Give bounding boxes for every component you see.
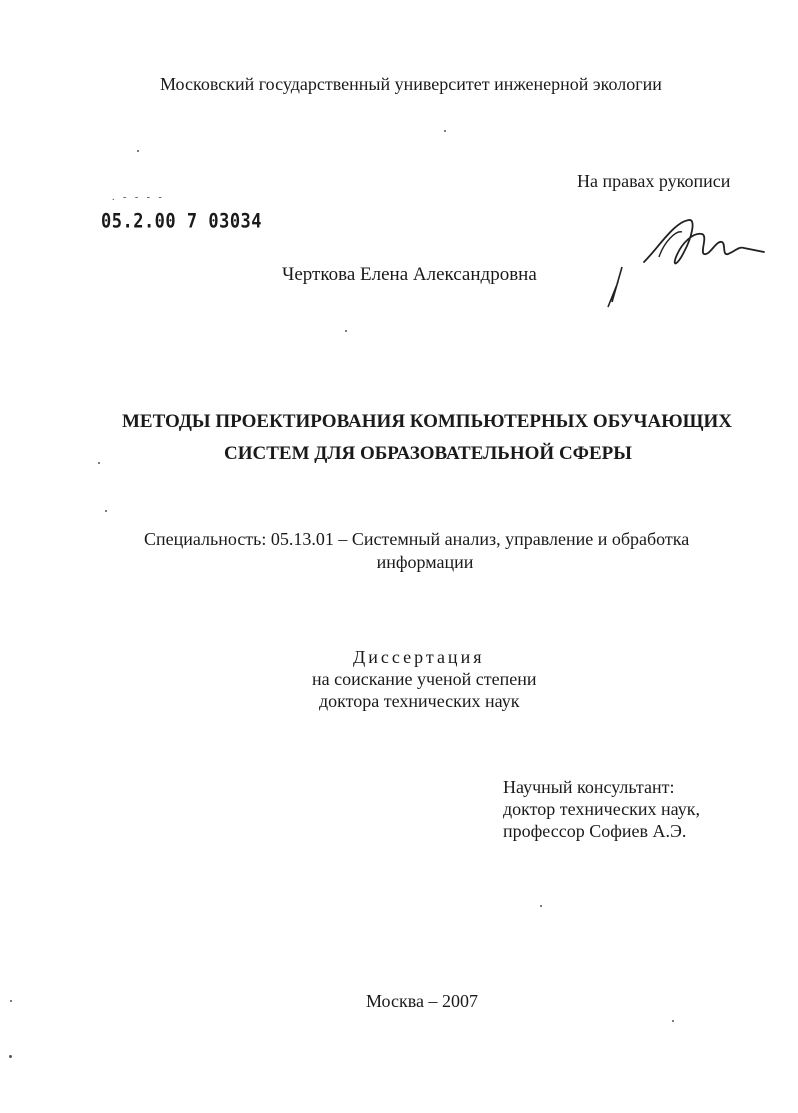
dissertation-degree-line: на соискание ученой степени bbox=[312, 669, 537, 689]
consultant-name: профессор Софиев А.Э. bbox=[503, 821, 687, 841]
scan-speck bbox=[444, 130, 446, 132]
university-name: Московский государственный университет инженерной экологии bbox=[160, 74, 662, 94]
city-year: Москва – 2007 bbox=[366, 991, 478, 1011]
scan-speck bbox=[540, 905, 542, 907]
signature-icon bbox=[604, 212, 769, 312]
specialty-line-1: Специальность: 05.13.01 – Системный анализ, управление и обработка bbox=[144, 529, 690, 549]
title-line-2: СИСТЕМ ДЛЯ ОБРАЗОВАТЕЛЬНОЙ СФЕРЫ bbox=[224, 443, 632, 464]
title-line-1: МЕТОДЫ ПРОЕКТИРОВАНИЯ КОМПЬЮТЕРНЫХ ОБУЧАЮЩИХ bbox=[122, 411, 732, 432]
registration-code: 05.2.00 7 03034 bbox=[101, 210, 263, 233]
code-dots: . - - - - bbox=[112, 192, 165, 203]
consultant-degree: доктор технических наук, bbox=[503, 799, 700, 819]
scan-speck bbox=[9, 1055, 12, 1058]
dissertation-heading: Диссертация bbox=[353, 647, 485, 667]
scan-speck bbox=[98, 462, 100, 464]
dissertation-degree-type: доктора технических наук bbox=[319, 691, 520, 711]
manuscript-note: На правах рукописи bbox=[577, 171, 731, 191]
specialty-line-2: информации bbox=[376, 552, 474, 572]
scan-speck bbox=[672, 1020, 674, 1022]
scan-speck bbox=[137, 150, 139, 152]
consultant-label: Научный консультант: bbox=[503, 777, 675, 797]
scan-speck bbox=[105, 510, 107, 512]
scan-speck bbox=[345, 330, 347, 332]
scan-speck bbox=[10, 1000, 12, 1002]
author-name: Черткова Елена Александровна bbox=[282, 264, 537, 285]
